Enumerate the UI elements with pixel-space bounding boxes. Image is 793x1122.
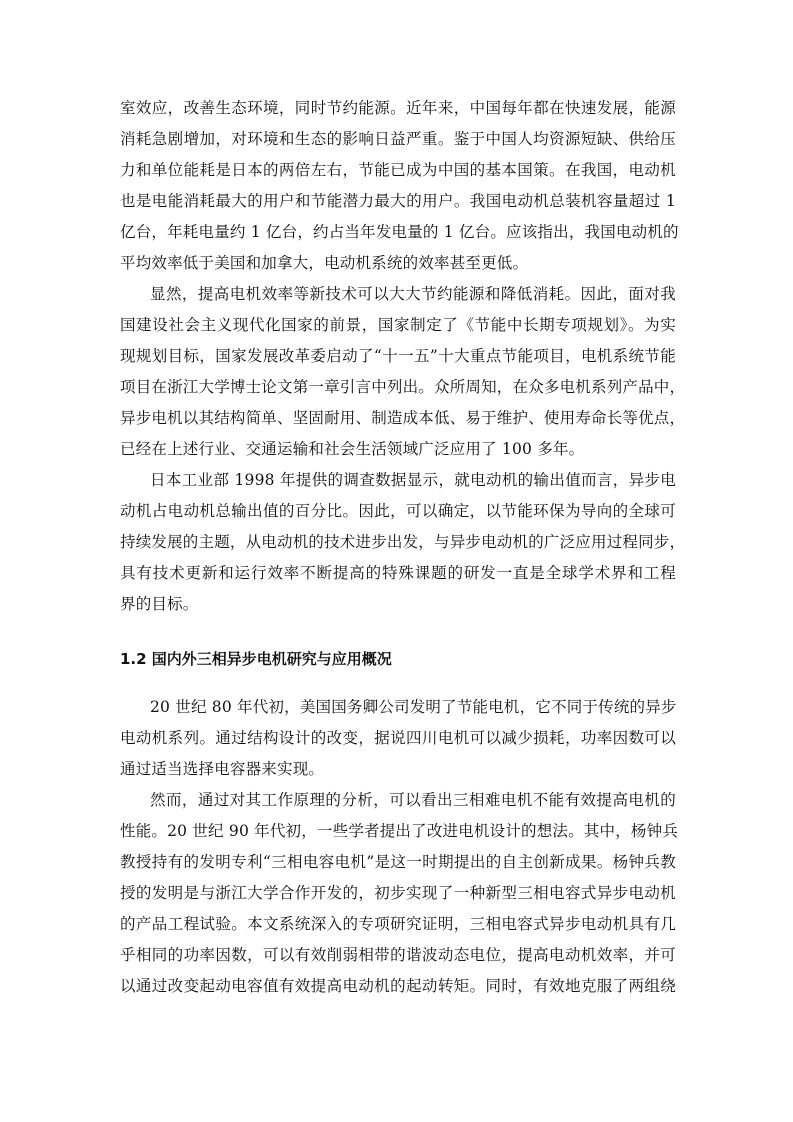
text-line: 通过适当选择电容器来实现。: [120, 760, 325, 778]
text-line: 异步电机以其结构简单、坚固耐用、制造成本低、易于维护、使用寿命长等优点，: [120, 409, 686, 427]
text-line: 界的目标。: [120, 595, 199, 613]
text-line: 电动机系列。通过结构设计的改变，据说四川电机可以减少损耗，功率因数可以: [120, 729, 676, 747]
text-line: 消耗急剧增加，对环境和生态的影响日益严重。鉴于中国人均资源短缺、供给压: [120, 130, 676, 148]
text-line: 性能。20 世纪 90 年代初，一些学者提出了改进电机设计的想法。其中，杨钟兵: [120, 822, 679, 840]
text-line: 20 世纪 80 年代初，美国国务卿公司发明了节能电机，它不同于传统的异步: [150, 698, 677, 716]
text-line: 平均效率低于美国和加拿大，电动机系统的效率甚至更低。: [120, 254, 529, 272]
text-line: 动机占电动机总输出值的百分比。因此，可以确定，以节能环保为导向的全球可: [120, 502, 676, 520]
section-heading: 1.2 国内外三相异步电机研究与应用概况: [120, 650, 392, 668]
text-line: 显然，提高电机效率等新技术可以大大节约能源和降低消耗。因此，面对我: [150, 285, 676, 303]
text-line: 授的发明是与浙江大学合作开发的，初步实现了一种新型三相电容式异步电动机: [120, 884, 676, 902]
text-line: 项目在浙江大学博士论文第一章引言中列出。众所周知，在众多电机系列产品中，: [120, 378, 686, 396]
text-line: 室效应，改善生态环境，同时节约能源。近年来，中国每年都在快速发展，能源: [120, 99, 676, 117]
text-line: 持续发展的主题，从电动机的技术进步出发，与异步电动机的广泛应用过程同步，: [120, 533, 686, 551]
text-line: 亿台，年耗电量约 1 亿台，约占当年发电量的 1 亿台。应该指出，我国电动机的: [120, 223, 679, 241]
text-line: 的产品工程试验。本文系统深入的专项研究证明，三相电容式异步电动机具有几: [120, 915, 676, 933]
text-line: 也是电能消耗最大的用户和节能潜力最大的用户。我国电动机总装机容量超过 1: [120, 192, 676, 210]
text-line: 日本工业部 1998 年提供的调查数据显示，就电动机的输出值而言，异步电: [150, 471, 676, 489]
text-line: 已经在上述行业、交通运输和社会生活领域广泛应用了 100 多年。: [120, 440, 585, 458]
text-line: 教授持有的发明专利“三相电容电机”是这一时期提出的自主创新成果。杨钟兵教: [120, 853, 676, 871]
text-line: 具有技术更新和运行效率不断提高的特殊课题的研发一直是全球学术界和工程: [120, 564, 676, 582]
text-line: 然而，通过对其工作原理的分析，可以看出三相难电机不能有效提高电机的: [150, 791, 676, 809]
body-text-top: [120, 93, 686, 620]
text-line: 乎相同的功率因数，可以有效削弱相带的谐波动态电位，提高电动机效率，并可: [120, 946, 676, 964]
text-line: 国建设社会主义现代化国家的前景，国家制定了《节能中长期专项规划》。为实: [120, 316, 676, 334]
text-line: 力和单位能耗是日本的两倍左右，节能已成为中国的基本国策。在我国，电动机: [120, 161, 676, 179]
text-line: 现规划目标，国家发展改革委启动了“十一五”十大重点节能项目，电机系统节能: [120, 347, 676, 365]
body-text-bottom: [120, 692, 679, 1002]
text-line: 以通过改变起动电容值有效提高电动机的起动转矩。同时，有效地克服了两组绕: [120, 977, 676, 995]
